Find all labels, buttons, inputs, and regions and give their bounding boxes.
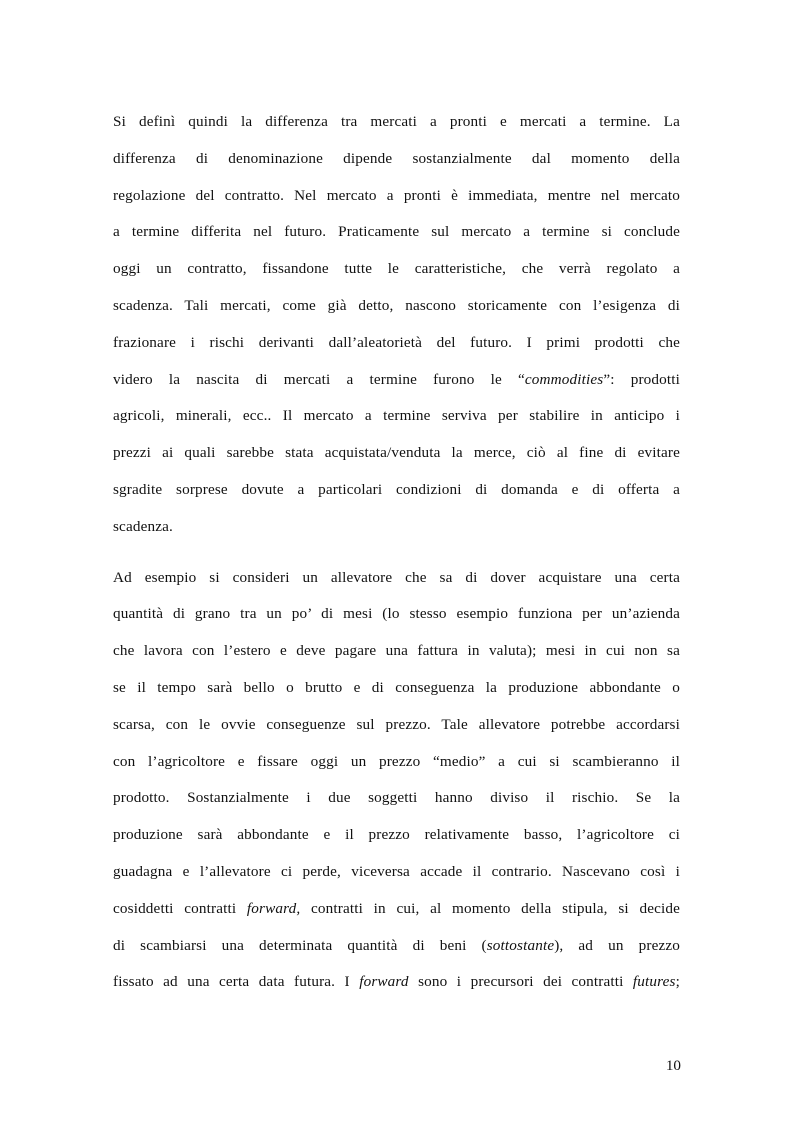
text-segment: fissato ad una certa data futura. I	[113, 973, 360, 991]
text-segment: sono i precursori dei contratti	[408, 973, 633, 991]
text-segment: che lavora con l’estero e deve pagare una fattura in valuta); mesi in cui non sa	[113, 642, 680, 660]
text-segment: cosiddetti contratti	[113, 899, 247, 917]
text-segment: prezzi ai quali sarebbe stata acquistata/venduta la merce, ciò al fine di evitare	[113, 444, 680, 462]
text-line	[113, 928, 680, 965]
text-line	[113, 707, 680, 744]
text-line	[113, 178, 680, 215]
text-segment: frazionare i rischi derivanti dall’aleatorietà del futuro. I primi prodotti che	[113, 333, 680, 351]
italic-term: forward,	[246, 899, 301, 917]
text-segment: con l’agricoltore e fissare oggi un prezzo “medio” a cui si scambieranno il	[113, 752, 680, 770]
document-body	[113, 104, 680, 1001]
text-line	[113, 435, 680, 472]
text-line	[113, 596, 680, 633]
text-line	[113, 104, 680, 141]
text-segment: ), ad un prezzo	[554, 936, 680, 954]
text-line	[113, 288, 680, 325]
text-line	[113, 780, 680, 817]
text-segment: sgradite sorprese dovute a particolari condizioni di domanda e di offerta a	[113, 480, 680, 498]
text-segment: videro la nascita di mercati a termine furono le “	[113, 370, 525, 388]
text-segment: Si definì quindi la differenza tra mercati a pronti e mercati a termine. La	[113, 113, 680, 130]
text-line	[113, 398, 680, 435]
text-segment: ”: prodotti	[603, 370, 680, 388]
text-segment: Ad esempio si consideri un allevatore che sa di dover acquistare una certa	[113, 568, 680, 586]
italic-term: commodities	[524, 370, 604, 388]
text-line	[113, 141, 680, 178]
text-line	[113, 251, 680, 288]
text-line	[113, 560, 680, 597]
text-line	[113, 854, 680, 891]
text-line	[113, 325, 680, 362]
text-segment: quantità di grano tra un po’ di mesi (lo stesso esempio funziona per un’azienda	[113, 605, 680, 623]
page-number: 10	[665, 1057, 681, 1074]
text-segment: ;	[675, 973, 680, 991]
text-line	[113, 817, 680, 854]
text-line	[113, 964, 680, 1001]
italic-term: sottostante	[486, 936, 555, 954]
text-segment: differenza di denominazione dipende sostanzialmente dal momento della	[113, 149, 680, 167]
text-segment: a termine differita nel futuro. Praticamente sul mercato a termine si conclude	[113, 223, 680, 241]
text-segment: scarsa, con le ovvie conseguenze sul prezzo. Tale allevatore potrebbe accordarsi	[113, 715, 680, 733]
text-segment: contratti in cui, al momento della stipula, si decide	[300, 899, 680, 917]
text-line	[113, 670, 680, 707]
text-segment: produzione sarà abbondante e il prezzo relativamente basso, l’agricoltore ci	[113, 826, 680, 844]
text-segment: scadenza. Tali mercati, come già detto, nascono storicamente con l’esigenza di	[113, 296, 680, 314]
italic-term: futures	[632, 973, 676, 991]
text-segment: di scambiarsi una determinata quantità di beni (	[113, 936, 487, 954]
italic-term: forward	[359, 973, 409, 991]
text-line	[113, 509, 680, 546]
text-line	[113, 472, 680, 509]
text-segment: prodotto. Sostanzialmente i due soggetti hanno diviso il rischio. Se la	[113, 789, 680, 807]
text-line	[113, 362, 680, 399]
text-segment: regolazione del contratto. Nel mercato a pronti è immediata, mentre nel mercato	[113, 186, 680, 204]
text-segment: oggi un contratto, fissandone tutte le caratteristiche, che verrà regolato a	[113, 260, 680, 278]
text-line	[113, 214, 680, 251]
text-line	[113, 744, 680, 781]
text-line	[113, 891, 680, 928]
text-line	[113, 633, 680, 670]
paragraph-1	[113, 104, 680, 546]
text-segment: guadagna e l’allevatore ci perde, viceversa accade il contrario. Nascevano così i	[113, 862, 680, 880]
paragraph-2	[113, 560, 680, 1002]
text-segment: agricoli, minerali, ecc.. Il mercato a termine serviva per stabilire in anticipo i	[113, 407, 680, 425]
text-segment: scadenza.	[113, 517, 173, 535]
text-segment: se il tempo sarà bello o brutto e di conseguenza la produzione abbondante o	[113, 678, 680, 696]
